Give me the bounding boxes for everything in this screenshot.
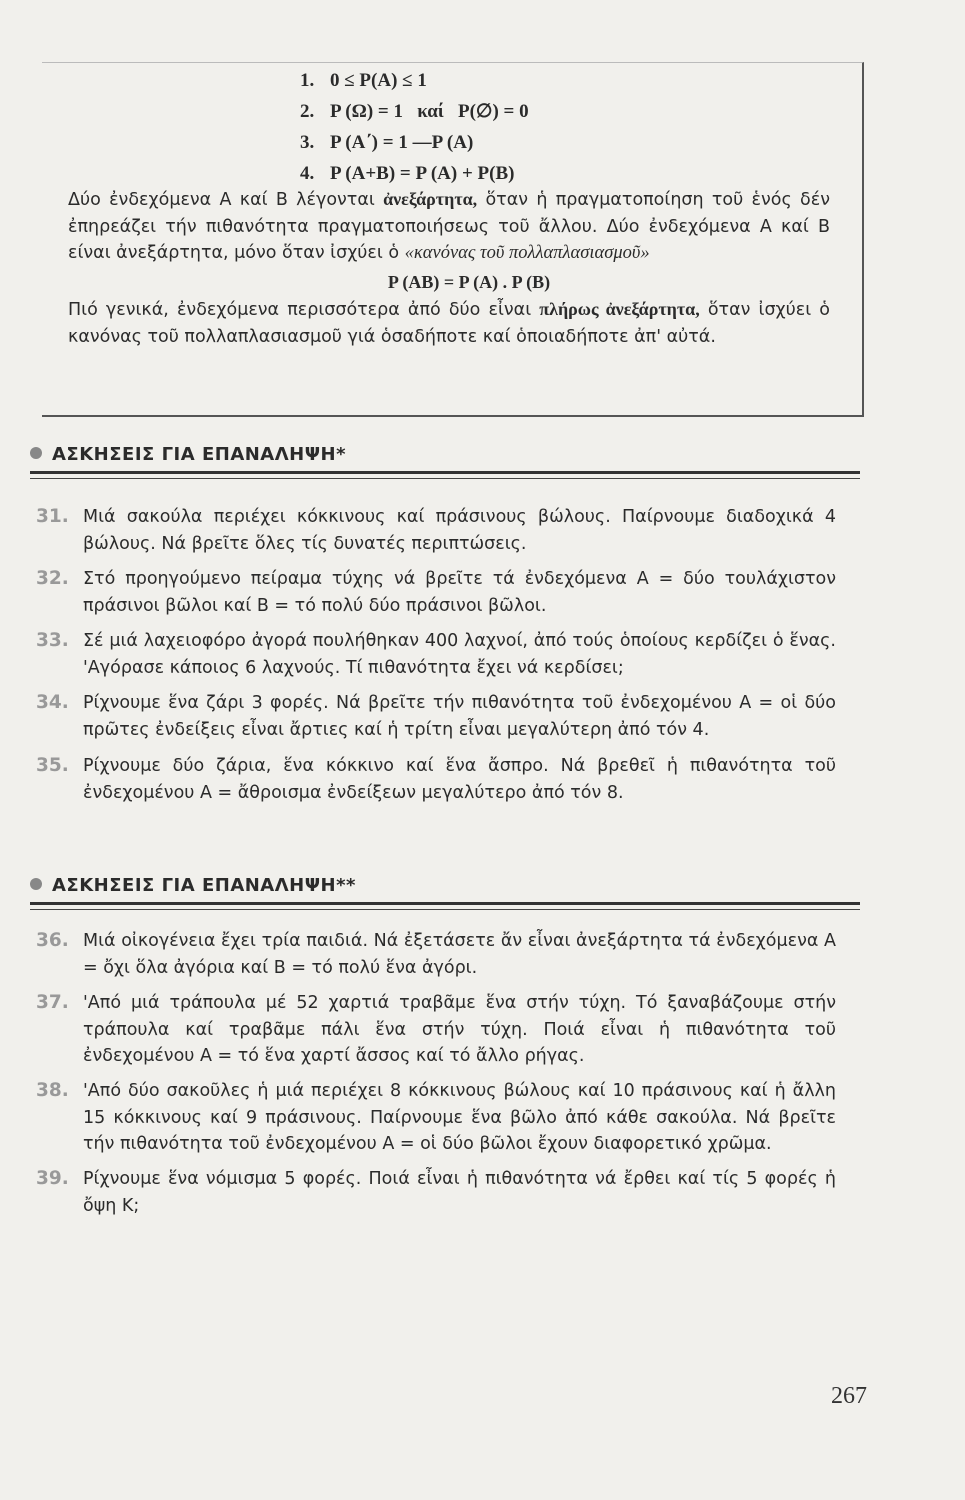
probability-axioms — [300, 65, 529, 189]
exercise-item — [36, 1078, 836, 1158]
axiom-number: 2. — [300, 101, 315, 122]
text-run: Πιό γενικά, ἐνδεχόμενα περισσότερα ἀπό δύο εἶναι — [68, 300, 540, 320]
exercise-number: 31. — [36, 506, 69, 527]
exercise-text: Μιά οἰκογένεια ἔχει τρία παιδιά. Νά ἐξετάσετε ἄν εἶναι ἀνεξάρτητα τά ἐνδεχόμενα Α = ὄχι ὅλα ἀγόρια καί Β = τό πολύ ἕνα ἀγόρι. — [83, 931, 836, 978]
axiom-row — [300, 65, 529, 96]
exercise-text: Σέ μιά λαχειοφόρο ἀγορά πουλήθηκαν 400 λαχνοί, ἀπό τούς ὁποίους κερδίζει ὁ ἕνας. 'Αγόρασε κάποιος 6 λαχνούς. Τί πιθανότητα ἔχει νά κερδίσει; — [83, 631, 836, 678]
axiom-formula: P (A΄) = 1 —P (A) — [330, 132, 474, 153]
bullet-icon — [30, 878, 42, 890]
exercise-number: 34. — [36, 692, 69, 713]
axiom-row — [300, 127, 529, 158]
exercise-text: 'Από δύο σακοῦλες ἡ μιά περιέχει 8 κόκκινους βώλους καί 10 πράσινους καί ἡ ἄλλη 15 κόκκινους καί 9 πράσινους. Παίρνουμε ἕνα βῶλο ἀπό κάθε σακούλα. Νά βρεῖτε τήν πιθανότητα τοῦ ἐνδεχομένου Α = οἱ δύο βῶλοι ἔχουν διαφορετικό χρῶμα. — [83, 1081, 836, 1154]
independence-definition — [68, 186, 830, 350]
exercise-number: 32. — [36, 568, 69, 589]
exercise-item — [36, 504, 836, 557]
exercise-item — [36, 990, 836, 1070]
text-run: ὅταν ἡ πραγματοποίηση τοῦ ἑνός δέν ἐπηρεάζει τήν πιθανότητα πραγματοποιήσεως τοῦ ἄλλου. Δύο ἐνδεχόμενα Α καί Β είναι ἀνεξάρτητα, μόνο ὅταν ἰσχύει ὁ — [68, 190, 830, 263]
page-number: 267 — [831, 1383, 867, 1409]
exercise-text: 'Από μιά τράπουλα μέ 52 χαρτιά τραβᾶμε ἕνα στήν τύχη. Τό ξαναβάζουμε στήν τράπουλα καί τραβᾶμε πάλι ἕνα στήν τύχη. Ποιά εἶναι ἡ πιθανότητα τοῦ ἐνδεχομένου Α = τό ἕνα χαρτί ἄσσος καί τό ἄλλο ρήγας. — [83, 993, 836, 1066]
bullet-icon — [30, 447, 42, 459]
exercise-number: 35. — [36, 755, 69, 776]
exercise-text: Ρίχνουμε ἕνα νόμισμα 5 φορές. Ποιά εἶναι ἡ πιθανότητα νά ἔρθει καί τίς 5 φορές ἡ ὄψη Κ; — [83, 1169, 836, 1216]
exercise-number: 39. — [36, 1168, 69, 1189]
exercise-text: Μιά σακούλα περιέχει κόκκινους καί πράσινους βώλους. Παίρνουμε διαδοχικά 4 βώλους. Νά βρεῖτε ὅλες τίς δυνατές περιπτώσεις. — [83, 507, 836, 554]
exercise-item — [36, 690, 836, 743]
exercise-number: 37. — [36, 992, 69, 1013]
axiom-formula: P (A+B) = P (A) + P(B) — [330, 163, 515, 184]
section-title: ΑΣΚΗΣΕΙΣ ΓΙΑ ΕΠΑΝΑΛΗΨΗ** — [52, 875, 356, 896]
exercise-item — [36, 753, 836, 806]
section-heading-review-2 — [30, 875, 860, 905]
axiom-row — [300, 158, 529, 189]
bold-term: ἀνεξάρτητα, — [383, 189, 478, 209]
divider — [30, 478, 860, 479]
bold-term: πλήρως ἀνεξάρτητα, — [539, 299, 700, 319]
section-title: ΑΣΚΗΣΕΙΣ ΓΙΑ ΕΠΑΝΑΛΗΨΗ* — [52, 444, 347, 465]
exercise-item — [36, 928, 836, 981]
divider — [30, 909, 860, 910]
exercise-number: 36. — [36, 930, 69, 951]
axiom-row — [300, 96, 529, 127]
section-heading-review-1 — [30, 444, 860, 474]
multiplication-rule-formula: P (AB) = P (A) . P (B) — [387, 271, 551, 292]
axiom-number: 4. — [300, 163, 315, 184]
text-run: Δύο ἐνδεχόμενα Α καί Β λέγονται — [68, 190, 384, 210]
axiom-number: 3. — [300, 132, 315, 153]
exercise-text: Στό προηγούμενο πείραμα τύχης νά βρεῖτε τά ἐνδεχόμενα Α = δύο τουλάχιστον πράσινοι βῶλοι καί Β = τό πολύ δύο πράσινοι βῶλοι. — [83, 569, 836, 616]
definition-paragraph — [68, 186, 830, 267]
axiom-formula: 0 ≤ P(A) ≤ 1 — [330, 70, 427, 91]
axiom-formula: P (Ω) = 1 καί P(∅) = 0 — [330, 101, 529, 122]
exercise-item — [36, 1166, 836, 1219]
axiom-number: 1. — [300, 70, 315, 91]
exercise-text: Ρίχνουμε δύο ζάρια, ἕνα κόκκινο καί ἕνα ἄσπρο. Νά βρεθεῖ ἡ πιθανότητα τοῦ ἐνδεχομένου Α = ἄθροισμα ἐνδείξεων μεγαλύτερο ἀπό τόν 8. — [83, 756, 836, 803]
text-run: ὅταν ἰσχύει ὁ κανόνας τοῦ πολλαπλασιασμοῦ γιά ὁσαδήποτε καί ὁποιαδήποτε ἀπ' αὐτά. — [68, 300, 830, 347]
exercise-number: 33. — [36, 630, 69, 651]
exercise-item — [36, 566, 836, 619]
exercise-item — [36, 628, 836, 681]
italic-term: «κανόνας τοῦ πολλαπλασιασμοῦ» — [404, 243, 650, 263]
definition-paragraph — [68, 296, 830, 350]
exercise-text: Ρίχνουμε ἕνα ζάρι 3 φορές. Νά βρεῖτε τήν πιθανότητα τοῦ ἐνδεχομένου Α = οἱ δύο πρῶτες ἐνδείξεις εἶναι ἄρτιες καί ἡ τρίτη εἶναι μεγαλύτερη ἀπό τόν 4. — [83, 693, 836, 740]
exercise-number: 38. — [36, 1080, 69, 1101]
